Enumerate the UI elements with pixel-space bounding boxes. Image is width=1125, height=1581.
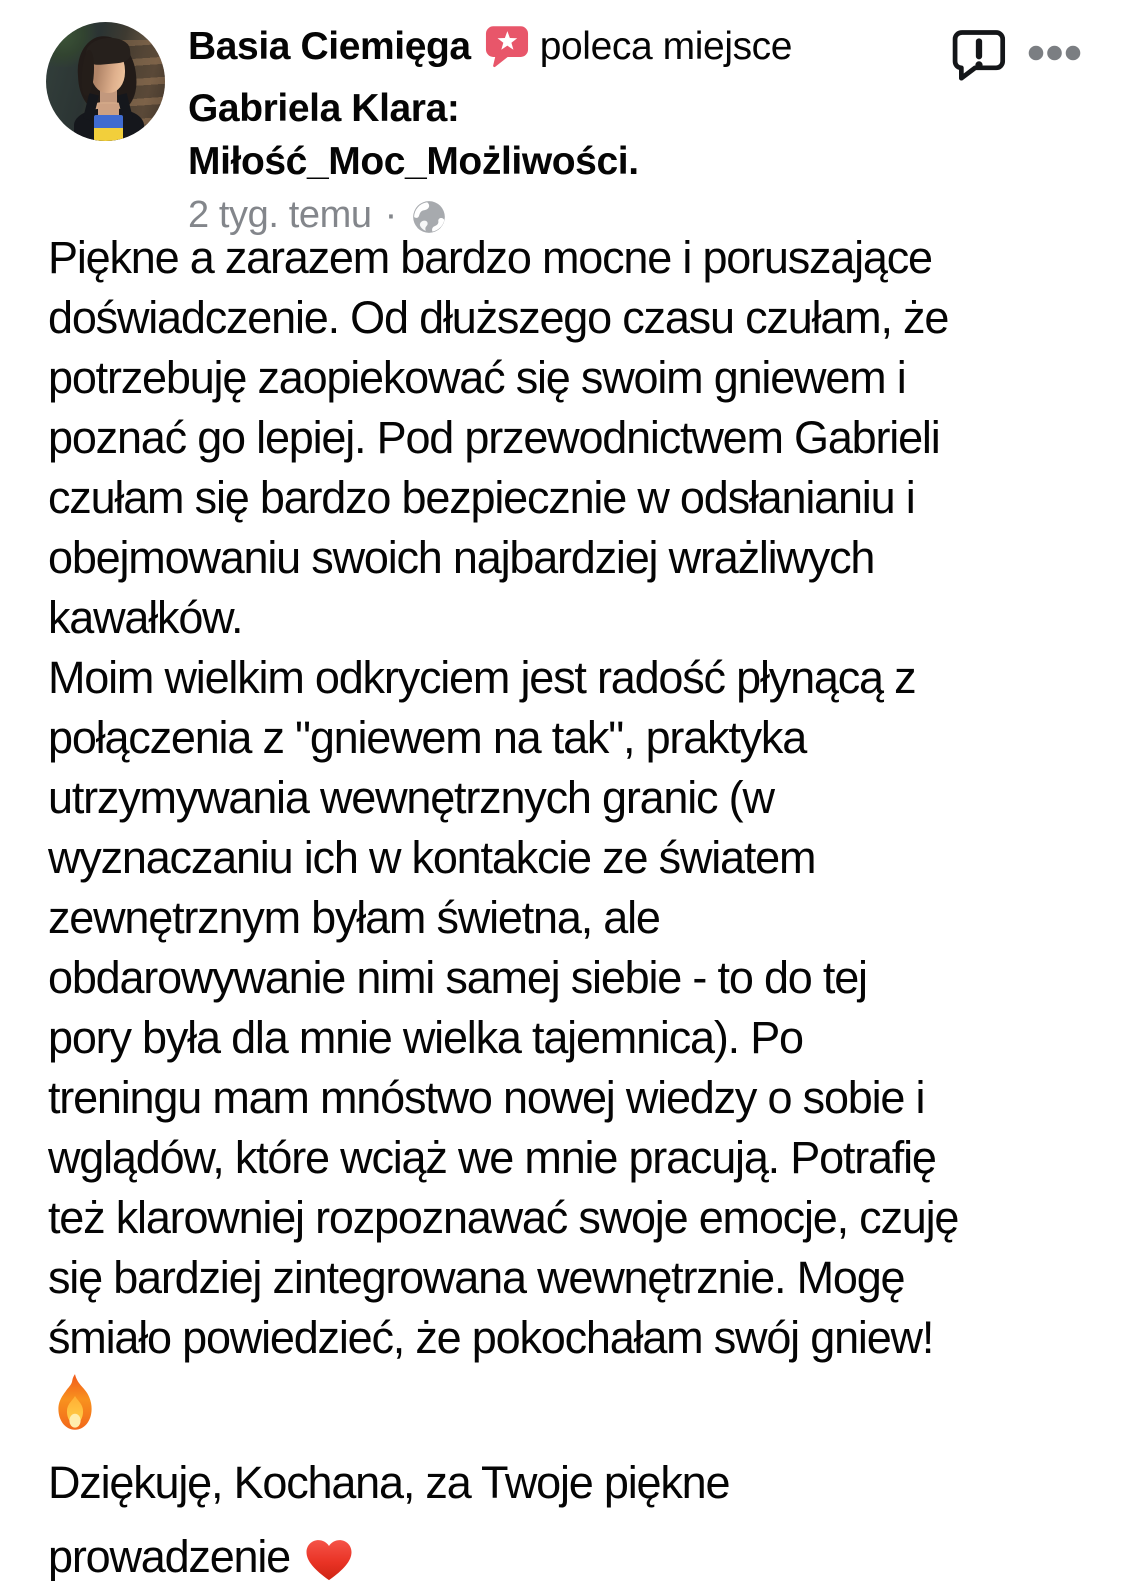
review-line: zewnętrznym byłam świetna, ale — [48, 892, 660, 943]
review-line: obejmowaniu swoich najbardziej wrażliwych — [48, 532, 875, 583]
author-name[interactable]: Basia Ciemięga — [188, 25, 471, 68]
review-line: śmiało powiedzieć, że pokochałam swój gniew! — [48, 1312, 934, 1363]
review-line: Moim wielkim odkryciem jest radość płynącą z — [48, 652, 916, 703]
review-line: kawałków. — [48, 592, 243, 643]
review-line: wglądów, które wciąż we mnie pracują. Potrafię — [48, 1132, 936, 1183]
three-dots-icon — [1028, 45, 1081, 61]
review-line: poznać go lepiej. Pod przewodnictwem Gabrieli — [48, 412, 940, 463]
red-heart-emoji — [304, 1537, 354, 1581]
review-line: połączenia z "gniewem na tak", praktyka — [48, 712, 807, 763]
review-line: czułam się bardzo bezpiecznie w odsłanianiu i — [48, 472, 915, 523]
review-line: utrzymywania wewnętrznych granic (w — [48, 772, 774, 823]
fire-emoji-line — [48, 1368, 1098, 1453]
review-line: potrzebuję zaopiekować się swoim gniewem i — [48, 352, 906, 403]
review-line: Dziękuję, Kochana, za Twoje piękne — [48, 1457, 730, 1508]
place-name[interactable]: Gabriela Klara: Miłość_Moc_Możliwości. — [188, 87, 639, 183]
recommend-action-text: poleca miejsce — [539, 25, 793, 68]
post-header-text — [188, 20, 792, 237]
more-options-button[interactable] — [1028, 45, 1081, 61]
review-line: doświadczenie. Od dłuższego czasu czułam, że — [48, 292, 949, 343]
fire-emoji — [53, 1373, 97, 1448]
review-line: pory była dla mnie wielka tajemnica). Po — [48, 1012, 803, 1063]
recommendation-badge-icon — [483, 23, 531, 82]
avatar-ukraine-flag — [94, 115, 123, 141]
review-line: prowadzenie — [48, 1527, 1098, 1581]
meta-separator: · — [384, 194, 397, 236]
review-line: też klarowniej rozpoznawać swoje emocje, czuję — [48, 1192, 959, 1243]
review-line: się bardziej zintegrowana wewnętrznie. Mogę — [48, 1252, 905, 1303]
review-text — [48, 228, 1098, 1581]
review-line: Piękne a zarazem bardzo mocne i poruszające — [48, 232, 932, 283]
review-line: treningu mam mnóstwo nowej wiedzy o sobie i — [48, 1072, 925, 1123]
timestamp[interactable]: 2 tyg. temu — [188, 194, 372, 236]
review-line: wyznaczaniu ich w kontakcie ze światem — [48, 832, 816, 883]
review-line: obdarowywanie nimi samej siebie - to do tej — [48, 952, 867, 1003]
report-button[interactable] — [950, 24, 1008, 86]
header-line-1 — [188, 20, 792, 82]
header-actions — [950, 24, 1081, 86]
avatar[interactable] — [46, 22, 165, 141]
